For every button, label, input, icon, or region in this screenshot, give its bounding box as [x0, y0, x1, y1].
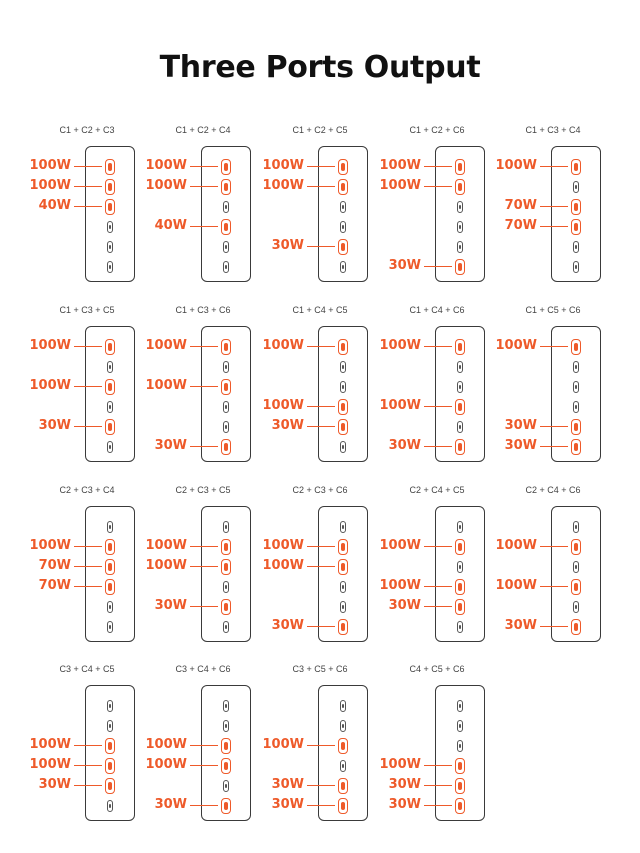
usb-c-port-icon: [223, 421, 229, 433]
usb-c-port-icon: [107, 621, 113, 633]
leader-line: [190, 765, 218, 766]
leader-line: [190, 566, 218, 567]
port-wattage-label: 100W: [145, 757, 187, 772]
usb-c-port-icon-active: [455, 599, 465, 615]
usb-c-port-icon-active: [455, 798, 465, 814]
port-wattage-label: 30W: [154, 797, 187, 812]
port-wattage-label: 100W: [495, 578, 537, 593]
port-wattage-label: 30W: [154, 598, 187, 613]
port-wattage-label: 70W: [504, 218, 537, 233]
port-wattage-label: 40W: [154, 218, 187, 233]
usb-c-port-icon: [457, 561, 463, 573]
combo-label: C3 + C5 + C6: [292, 664, 348, 674]
port-wattage-label: 100W: [145, 178, 187, 193]
leader-line: [307, 785, 335, 786]
usb-c-port-icon-active: [221, 159, 231, 175]
port-wattage-label: 70W: [38, 578, 71, 593]
usb-c-port-icon-active: [105, 159, 115, 175]
usb-c-port-icon: [223, 261, 229, 273]
leader-line: [190, 226, 218, 227]
combo-label: C1 + C2 + C4: [175, 125, 231, 135]
combo-label: C2 + C3 + C6: [292, 485, 348, 495]
usb-c-port-icon: [340, 261, 346, 273]
port-wattage-label: 100W: [145, 538, 187, 553]
usb-c-port-icon: [107, 800, 113, 812]
port-wattage-label: 30W: [388, 258, 421, 273]
usb-c-port-icon: [340, 221, 346, 233]
usb-c-port-icon: [107, 401, 113, 413]
combo-diagram: [29, 485, 145, 655]
leader-line: [74, 566, 102, 567]
usb-c-port-icon: [223, 201, 229, 213]
leader-line: [307, 566, 335, 567]
port-wattage-label: 100W: [495, 158, 537, 173]
usb-c-port-icon: [573, 261, 579, 273]
charger-device: [551, 506, 601, 642]
port-wattage-label: 100W: [145, 737, 187, 752]
combo-label: C1 + C3 + C6: [175, 305, 231, 315]
usb-c-port-icon: [223, 401, 229, 413]
usb-c-port-icon-active: [571, 419, 581, 435]
usb-c-port-icon: [340, 760, 346, 772]
usb-c-port-icon: [107, 601, 113, 613]
usb-c-port-icon-active: [571, 579, 581, 595]
usb-c-port-icon: [340, 441, 346, 453]
leader-line: [307, 426, 335, 427]
usb-c-port-icon-active: [338, 619, 348, 635]
leader-line: [307, 246, 335, 247]
combo-diagram: [495, 125, 611, 295]
usb-c-port-icon: [573, 401, 579, 413]
combo-label: C2 + C3 + C4: [59, 485, 115, 495]
usb-c-port-icon: [223, 581, 229, 593]
port-wattage-label: 30W: [154, 438, 187, 453]
port-wattage-label: 100W: [379, 757, 421, 772]
combo-diagram: [145, 305, 261, 475]
port-wattage-label: 100W: [29, 538, 71, 553]
leader-line: [307, 805, 335, 806]
port-wattage-label: 100W: [29, 158, 71, 173]
leader-line: [540, 546, 568, 547]
usb-c-port-icon: [223, 621, 229, 633]
combo-label: C1 + C2 + C3: [59, 125, 115, 135]
charger-device: [435, 506, 485, 642]
leader-line: [307, 745, 335, 746]
leader-line: [424, 266, 452, 267]
leader-line: [190, 546, 218, 547]
charger-device: [318, 685, 368, 821]
usb-c-port-icon-active: [221, 219, 231, 235]
usb-c-port-icon-active: [221, 798, 231, 814]
usb-c-port-icon-active: [455, 778, 465, 794]
usb-c-port-icon-active: [105, 419, 115, 435]
port-wattage-label: 70W: [504, 198, 537, 213]
port-wattage-label: 30W: [388, 598, 421, 613]
usb-c-port-icon-active: [338, 419, 348, 435]
usb-c-port-icon: [340, 700, 346, 712]
port-wattage-label: 30W: [271, 797, 304, 812]
leader-line: [424, 765, 452, 766]
usb-c-port-icon-active: [221, 339, 231, 355]
leader-line: [307, 626, 335, 627]
leader-line: [424, 586, 452, 587]
usb-c-port-icon-active: [455, 579, 465, 595]
leader-line: [540, 446, 568, 447]
port-wattage-label: 100W: [262, 178, 304, 193]
usb-c-port-icon: [223, 700, 229, 712]
port-wattage-label: 100W: [29, 338, 71, 353]
combo-diagram: [29, 664, 145, 834]
leader-line: [190, 186, 218, 187]
port-wattage-label: 100W: [145, 338, 187, 353]
combo-diagram: [379, 125, 495, 295]
usb-c-port-icon: [573, 601, 579, 613]
usb-c-port-icon: [340, 381, 346, 393]
usb-c-port-icon: [573, 181, 579, 193]
usb-c-port-icon: [573, 361, 579, 373]
leader-line: [424, 606, 452, 607]
usb-c-port-icon-active: [571, 159, 581, 175]
usb-c-port-icon-active: [221, 559, 231, 575]
port-wattage-label: 100W: [262, 338, 304, 353]
leader-line: [424, 346, 452, 347]
port-wattage-label: 100W: [29, 737, 71, 752]
usb-c-port-icon: [457, 381, 463, 393]
leader-line: [307, 546, 335, 547]
usb-c-port-icon-active: [455, 399, 465, 415]
usb-c-port-icon: [223, 521, 229, 533]
leader-line: [190, 805, 218, 806]
leader-line: [540, 226, 568, 227]
port-wattage-label: 40W: [38, 198, 71, 213]
port-wattage-label: 30W: [504, 438, 537, 453]
port-wattage-label: 100W: [495, 338, 537, 353]
usb-c-port-icon: [457, 521, 463, 533]
leader-line: [424, 805, 452, 806]
usb-c-port-icon: [107, 241, 113, 253]
usb-c-port-icon-active: [455, 259, 465, 275]
usb-c-port-icon: [223, 720, 229, 732]
port-wattage-label: 100W: [379, 398, 421, 413]
usb-c-port-icon-active: [105, 579, 115, 595]
usb-c-port-icon: [107, 261, 113, 273]
usb-c-port-icon: [340, 361, 346, 373]
usb-c-port-icon-active: [455, 539, 465, 555]
usb-c-port-icon-active: [105, 539, 115, 555]
usb-c-port-icon: [457, 700, 463, 712]
combo-label: C1 + C3 + C5: [59, 305, 115, 315]
usb-c-port-icon-active: [105, 339, 115, 355]
leader-line: [424, 186, 452, 187]
usb-c-port-icon-active: [221, 179, 231, 195]
usb-c-port-icon-active: [338, 239, 348, 255]
usb-c-port-icon: [107, 720, 113, 732]
port-wattage-label: 100W: [379, 158, 421, 173]
usb-c-port-icon-active: [571, 339, 581, 355]
usb-c-port-icon-active: [338, 559, 348, 575]
usb-c-port-icon: [573, 561, 579, 573]
usb-c-port-icon: [340, 521, 346, 533]
usb-c-port-icon-active: [338, 798, 348, 814]
port-wattage-label: 30W: [271, 777, 304, 792]
usb-c-port-icon: [340, 601, 346, 613]
usb-c-port-icon-active: [338, 339, 348, 355]
charger-device: [435, 685, 485, 821]
usb-c-port-icon-active: [221, 379, 231, 395]
usb-c-port-icon: [457, 740, 463, 752]
combo-diagram: [495, 485, 611, 655]
usb-c-port-icon-active: [338, 179, 348, 195]
leader-line: [540, 206, 568, 207]
combo-label: C4 + C5 + C6: [409, 664, 465, 674]
port-wattage-label: 30W: [38, 777, 71, 792]
usb-c-port-icon: [340, 201, 346, 213]
leader-line: [190, 166, 218, 167]
combo-diagram: [379, 305, 495, 475]
usb-c-port-icon-active: [221, 599, 231, 615]
port-wattage-label: 30W: [271, 618, 304, 633]
usb-c-port-icon-active: [105, 199, 115, 215]
usb-c-port-icon-active: [455, 758, 465, 774]
leader-line: [74, 586, 102, 587]
leader-line: [307, 166, 335, 167]
port-wattage-label: 100W: [379, 338, 421, 353]
combo-diagram: [379, 664, 495, 834]
usb-c-port-icon: [457, 720, 463, 732]
usb-c-port-icon: [457, 361, 463, 373]
port-wattage-label: 100W: [29, 178, 71, 193]
combo-label: C1 + C4 + C6: [409, 305, 465, 315]
port-wattage-label: 30W: [38, 418, 71, 433]
combo-diagram: [145, 485, 261, 655]
usb-c-port-icon-active: [338, 159, 348, 175]
usb-c-port-icon: [223, 241, 229, 253]
leader-line: [424, 785, 452, 786]
usb-c-port-icon-active: [105, 179, 115, 195]
leader-line: [540, 346, 568, 347]
page-title: Three Ports Output: [159, 50, 481, 85]
combo-diagram: [145, 664, 261, 834]
leader-line: [74, 166, 102, 167]
port-wattage-label: 30W: [271, 418, 304, 433]
leader-line: [74, 206, 102, 207]
charger-device: [85, 685, 135, 821]
leader-line: [424, 166, 452, 167]
leader-line: [74, 546, 102, 547]
leader-line: [540, 626, 568, 627]
combo-diagram: [145, 125, 261, 295]
combo-label: C2 + C3 + C5: [175, 485, 231, 495]
leader-line: [540, 426, 568, 427]
combo-diagram: [262, 664, 378, 834]
usb-c-port-icon: [573, 381, 579, 393]
combo-label: C3 + C4 + C5: [59, 664, 115, 674]
port-wattage-label: 30W: [504, 418, 537, 433]
leader-line: [190, 606, 218, 607]
usb-c-port-icon-active: [221, 758, 231, 774]
usb-c-port-icon: [340, 720, 346, 732]
combo-label: C1 + C5 + C6: [525, 305, 581, 315]
leader-line: [190, 346, 218, 347]
usb-c-port-icon-active: [455, 439, 465, 455]
leader-line: [190, 745, 218, 746]
usb-c-port-icon-active: [338, 738, 348, 754]
leader-line: [74, 426, 102, 427]
combo-diagram: [495, 305, 611, 475]
combo-label: C2 + C4 + C5: [409, 485, 465, 495]
combo-diagram: [262, 485, 378, 655]
usb-c-port-icon-active: [105, 379, 115, 395]
charger-device: [318, 506, 368, 642]
combo-label: C1 + C4 + C5: [292, 305, 348, 315]
usb-c-port-icon-active: [338, 539, 348, 555]
port-wattage-label: 100W: [262, 558, 304, 573]
charger-device: [201, 685, 251, 821]
usb-c-port-icon-active: [105, 778, 115, 794]
port-wattage-label: 100W: [145, 378, 187, 393]
port-wattage-label: 30W: [388, 777, 421, 792]
combo-diagram: [29, 305, 145, 475]
usb-c-port-icon-active: [105, 559, 115, 575]
combo-diagram: [262, 125, 378, 295]
usb-c-port-icon-active: [571, 619, 581, 635]
usb-c-port-icon-active: [105, 758, 115, 774]
usb-c-port-icon-active: [221, 439, 231, 455]
combo-diagram: [262, 305, 378, 475]
charger-device: [201, 506, 251, 642]
leader-line: [74, 765, 102, 766]
port-wattage-label: 100W: [495, 538, 537, 553]
leader-line: [190, 386, 218, 387]
combo-label: C1 + C2 + C6: [409, 125, 465, 135]
combo-label: C2 + C4 + C6: [525, 485, 581, 495]
leader-line: [424, 446, 452, 447]
usb-c-port-icon: [107, 441, 113, 453]
leader-line: [424, 546, 452, 547]
port-wattage-label: 30W: [271, 238, 304, 253]
port-wattage-label: 100W: [379, 538, 421, 553]
usb-c-port-icon-active: [455, 159, 465, 175]
usb-c-port-icon: [573, 241, 579, 253]
usb-c-port-icon-active: [455, 339, 465, 355]
usb-c-port-icon: [340, 581, 346, 593]
leader-line: [540, 166, 568, 167]
usb-c-port-icon: [573, 521, 579, 533]
leader-line: [424, 406, 452, 407]
leader-line: [307, 346, 335, 347]
usb-c-port-icon-active: [221, 738, 231, 754]
port-wattage-label: 100W: [145, 558, 187, 573]
port-wattage-label: 100W: [29, 378, 71, 393]
combo-label: C1 + C3 + C4: [525, 125, 581, 135]
usb-c-port-icon: [457, 221, 463, 233]
usb-c-port-icon-active: [571, 219, 581, 235]
leader-line: [74, 745, 102, 746]
leader-line: [74, 186, 102, 187]
port-wattage-label: 100W: [145, 158, 187, 173]
port-wattage-label: 30W: [388, 438, 421, 453]
port-wattage-label: 100W: [379, 578, 421, 593]
leader-line: [74, 386, 102, 387]
usb-c-port-icon: [457, 421, 463, 433]
leader-line: [74, 785, 102, 786]
port-wattage-label: 70W: [38, 558, 71, 573]
usb-c-port-icon-active: [338, 778, 348, 794]
leader-line: [190, 446, 218, 447]
port-wattage-label: 100W: [262, 737, 304, 752]
leader-line: [307, 186, 335, 187]
usb-c-port-icon: [107, 361, 113, 373]
usb-c-port-icon-active: [338, 399, 348, 415]
port-wattage-label: 30W: [504, 618, 537, 633]
combo-diagram: [379, 485, 495, 655]
leader-line: [540, 586, 568, 587]
usb-c-port-icon: [223, 361, 229, 373]
usb-c-port-icon: [107, 221, 113, 233]
usb-c-port-icon-active: [571, 539, 581, 555]
usb-c-port-icon: [457, 201, 463, 213]
combo-label: C3 + C4 + C6: [175, 664, 231, 674]
port-wattage-label: 100W: [379, 178, 421, 193]
usb-c-port-icon-active: [105, 738, 115, 754]
usb-c-port-icon: [107, 521, 113, 533]
port-wattage-label: 100W: [262, 398, 304, 413]
usb-c-port-icon-active: [455, 179, 465, 195]
usb-c-port-icon-active: [571, 199, 581, 215]
port-wattage-label: 100W: [262, 158, 304, 173]
leader-line: [74, 346, 102, 347]
usb-c-port-icon: [457, 241, 463, 253]
usb-c-port-icon: [107, 700, 113, 712]
usb-c-port-icon: [457, 621, 463, 633]
usb-c-port-icon: [223, 780, 229, 792]
port-wattage-label: 100W: [29, 757, 71, 772]
port-wattage-label: 30W: [388, 797, 421, 812]
usb-c-port-icon-active: [571, 439, 581, 455]
leader-line: [307, 406, 335, 407]
combo-label: C1 + C2 + C5: [292, 125, 348, 135]
port-wattage-label: 100W: [262, 538, 304, 553]
charger-device: [85, 506, 135, 642]
usb-c-port-icon-active: [221, 539, 231, 555]
combo-diagram: [29, 125, 145, 295]
